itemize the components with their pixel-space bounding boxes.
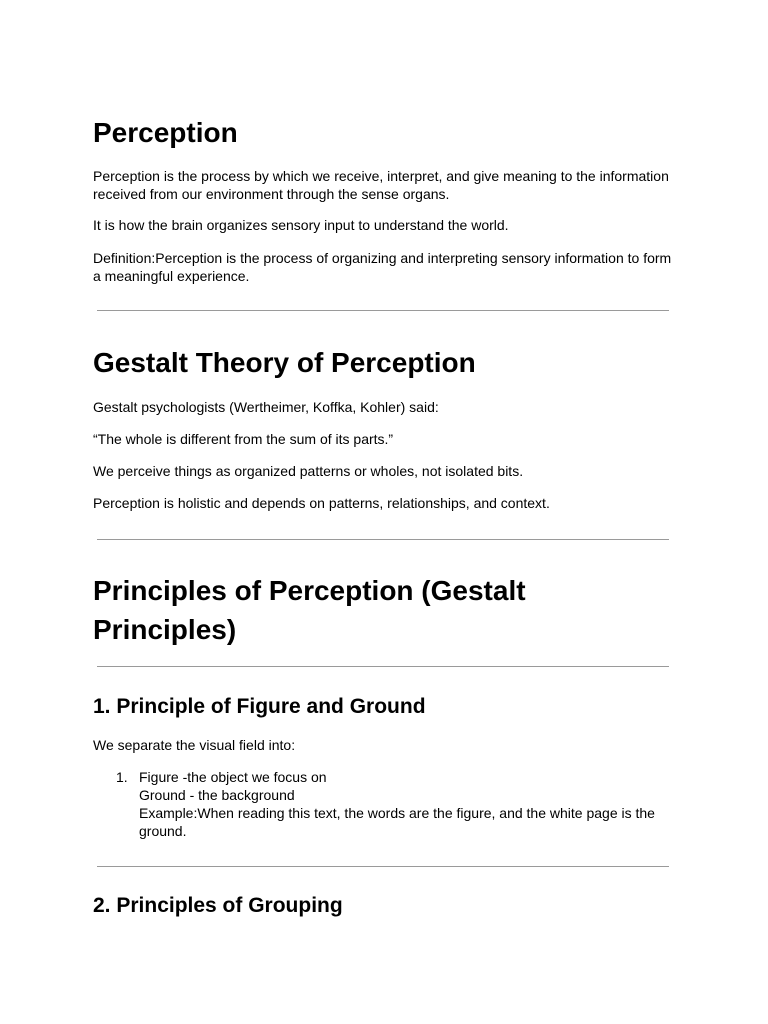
horizontal-divider bbox=[97, 539, 669, 540]
gestalt-paragraph-3: We perceive things as organized patterns or wholes, not isolated bits. bbox=[93, 463, 524, 479]
heading-grouping: 2. Principles of Grouping bbox=[93, 894, 343, 917]
heading-principles: Principles of Perception (Gestalt Principles) bbox=[93, 575, 526, 645]
horizontal-divider bbox=[97, 310, 669, 311]
list-line-ground: Ground - the background bbox=[139, 787, 295, 803]
gestalt-paragraph-4: Perception is holistic and depends on patterns, relationships, and context. bbox=[93, 495, 550, 511]
figure-ground-intro: We separate the visual field into: bbox=[93, 737, 296, 753]
perception-paragraph-2: It is how the brain organizes sensory input to understand the world. bbox=[93, 217, 509, 233]
heading-figure-ground: 1. Principle of Figure and Ground bbox=[93, 695, 426, 718]
perception-paragraph-1: Perception is the process by which we receive, interpret, and give meaning to the information received from our environment through the sense organs. bbox=[93, 168, 669, 202]
list-number: 1. bbox=[116, 769, 128, 785]
list-line-figure: Figure -the object we focus on bbox=[139, 769, 327, 785]
heading-perception: Perception bbox=[93, 117, 238, 148]
horizontal-divider bbox=[97, 866, 669, 867]
gestalt-paragraph-1: Gestalt psychologists (Wertheimer, Koffka, Kohler) said: bbox=[93, 399, 439, 415]
perception-paragraph-3: Definition:Perception is the process of organizing and interpreting sensory information to form a meaningful experience. bbox=[93, 250, 672, 284]
list-line-example: Example:When reading this text, the words are the figure, and the white page is the ground. bbox=[139, 805, 655, 839]
heading-gestalt-theory: Gestalt Theory of Perception bbox=[93, 347, 476, 378]
list-item bbox=[139, 768, 679, 840]
gestalt-quote: “The whole is different from the sum of its parts.” bbox=[93, 431, 394, 447]
horizontal-divider bbox=[97, 666, 669, 667]
